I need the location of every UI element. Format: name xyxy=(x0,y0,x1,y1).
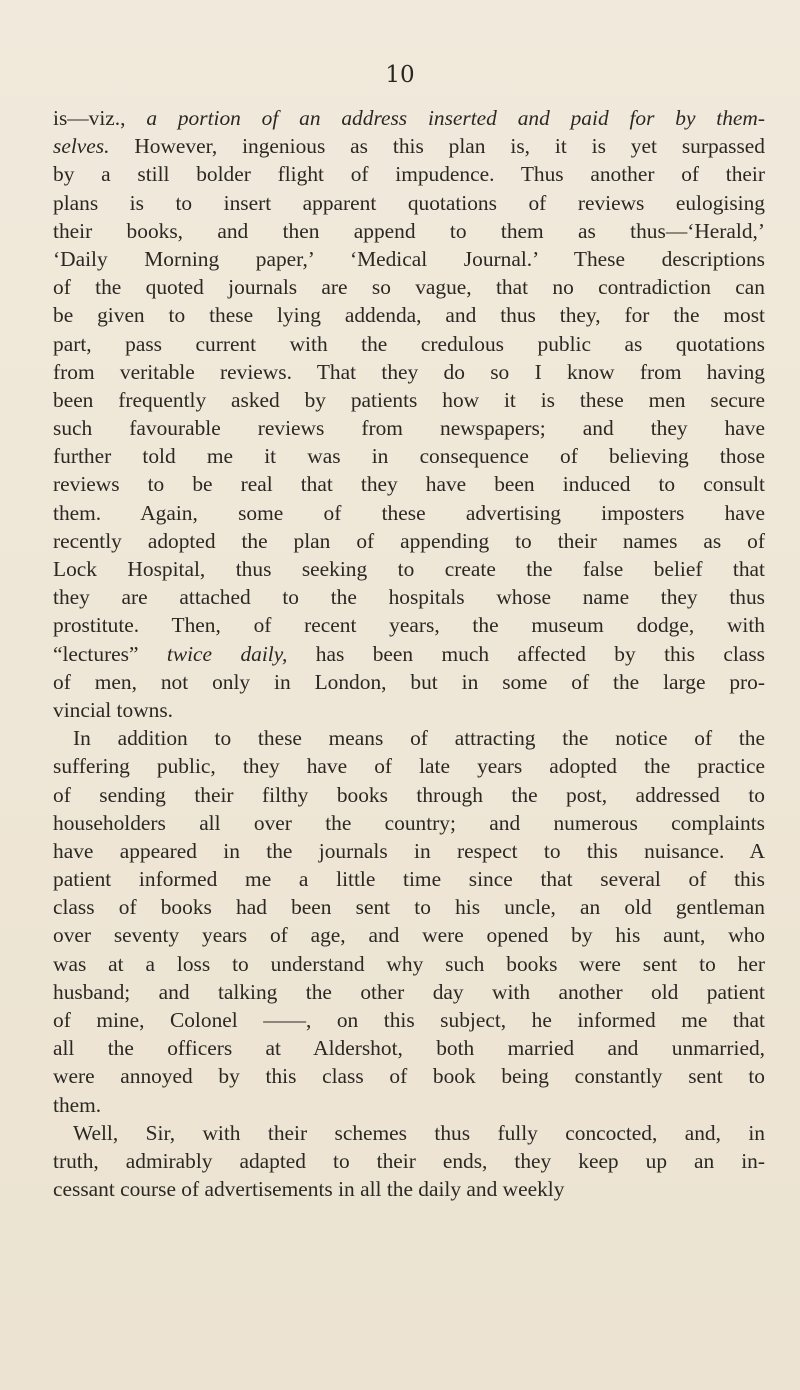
text-line xyxy=(53,358,765,386)
text-line xyxy=(53,865,765,893)
text-run: vincial towns. xyxy=(53,697,174,722)
text-run: part, pass current with the credulous public as quotations xyxy=(53,331,765,356)
text-run: of men, not only in London, but in some of the large pro- xyxy=(53,669,765,694)
text-run: their books, and then append to them as thus—‘Herald,’ xyxy=(53,218,765,243)
text-line xyxy=(53,499,765,527)
body-text xyxy=(53,104,765,1203)
text-line xyxy=(53,386,765,414)
text-run: of sending their filthy books through the post, addressed to xyxy=(53,782,765,807)
text-line xyxy=(53,1034,765,1062)
text-run: be given to these lying addenda, and thus they, for the most xyxy=(53,303,765,328)
text-line xyxy=(53,724,765,752)
text-line xyxy=(53,668,765,696)
text-line xyxy=(53,1006,765,1034)
text-run: have appeared in the journals in respect to this nuisance. A xyxy=(53,838,765,863)
text-line xyxy=(53,104,765,132)
text-run: was at a loss to understand why such books were sent to her xyxy=(53,951,765,976)
text-run: has been much affected by this class xyxy=(287,641,765,666)
text-run: Lock Hospital, thus seeking to create the false belief that xyxy=(53,557,765,581)
text-line xyxy=(53,414,765,442)
text-line xyxy=(53,583,765,611)
text-run: Well, Sir, with their schemes thus fully concocted, and, in xyxy=(73,1120,765,1145)
text-line xyxy=(53,1147,765,1175)
text-run: further told me it was in consequence of believing those xyxy=(53,444,765,469)
text-run: householders all over the country; and numerous complaints xyxy=(53,810,765,835)
text-line xyxy=(53,160,765,188)
text-run: were annoyed by this class of book being constantly sent to xyxy=(53,1064,765,1089)
text-run: However, ingenious as this plan is, it is yet surpassed xyxy=(109,134,765,159)
text-run: from veritable reviews. That they do so I know from having xyxy=(53,359,765,384)
text-line xyxy=(53,781,765,809)
text-run: over seventy years of age, and were opened by his aunt, who xyxy=(53,923,765,948)
text-line xyxy=(53,1091,765,1119)
text-run: ‘Daily Morning paper,’ ‘Medical Journal.’ These descriptions xyxy=(53,246,765,271)
text-run: been frequently asked by patients how it is these men secure xyxy=(53,387,765,412)
text-run: “lectures” xyxy=(53,641,167,666)
text-run: them. Again, some of these advertising imposters have xyxy=(53,500,765,525)
text-line xyxy=(53,837,765,865)
text-run: In addition to these means of attracting the notice of the xyxy=(73,726,765,751)
text-line xyxy=(53,696,765,724)
text-line xyxy=(53,752,765,780)
text-line xyxy=(53,978,765,1006)
text-run: of the quoted journals are so vague, that no contradiction can xyxy=(53,275,765,300)
text-run: prostitute. Then, of recent years, the museum dodge, with xyxy=(53,613,765,638)
text-line xyxy=(53,893,765,921)
text-line xyxy=(53,470,765,498)
text-line xyxy=(53,1175,765,1203)
text-line xyxy=(53,273,765,301)
text-line xyxy=(53,527,765,555)
text-line xyxy=(53,132,765,160)
text-run: all the officers at Aldershot, both married and unmarried, xyxy=(53,1036,765,1061)
text-run: them. xyxy=(53,1092,102,1117)
text-run: of mine, Colonel ——, on this subject, he informed me that xyxy=(53,1008,765,1032)
text-run: suffering public, they have of late years adopted the practice xyxy=(53,754,765,779)
italic-text: selves. xyxy=(53,134,110,159)
text-line xyxy=(53,611,765,639)
text-line xyxy=(53,442,765,470)
text-line xyxy=(53,1062,765,1090)
text-line xyxy=(53,555,765,583)
text-line xyxy=(53,217,765,245)
text-run: cessant course of advertisements in all the daily and weekly xyxy=(53,1177,565,1202)
text-line xyxy=(53,301,765,329)
text-run: such favourable reviews from newspapers; and they have xyxy=(53,416,765,441)
text-run: recently adopted the plan of appending to their names as of xyxy=(53,528,765,553)
italic-text: a portion of an address inserted and paid for by them- xyxy=(146,106,765,130)
text-line xyxy=(53,330,765,358)
text-line xyxy=(53,809,765,837)
text-run: by a still bolder flight of impudence. Thus another of their xyxy=(53,162,765,187)
text-run: reviews to be real that they have been induced to consult xyxy=(53,472,765,497)
italic-text: twice daily, xyxy=(166,641,288,666)
text-line xyxy=(53,921,765,949)
text-line xyxy=(53,640,765,668)
text-run: is—viz., xyxy=(53,106,147,130)
text-run: class of books had been sent to his uncle, an old gentleman xyxy=(53,895,765,920)
text-line xyxy=(53,245,765,273)
text-run: patient informed me a little time since that several of this xyxy=(53,867,765,892)
text-run: they are attached to the hospitals whose name they thus xyxy=(53,585,765,610)
text-line xyxy=(53,950,765,978)
text-line xyxy=(53,1119,765,1147)
text-line xyxy=(53,189,765,217)
text-run: plans is to insert apparent quotations of reviews eulogising xyxy=(53,190,765,215)
text-run: truth, admirably adapted to their ends, they keep up an in- xyxy=(53,1148,765,1173)
text-run: husband; and talking the other day with another old patient xyxy=(53,979,765,1004)
page-number: 10 xyxy=(385,62,415,88)
